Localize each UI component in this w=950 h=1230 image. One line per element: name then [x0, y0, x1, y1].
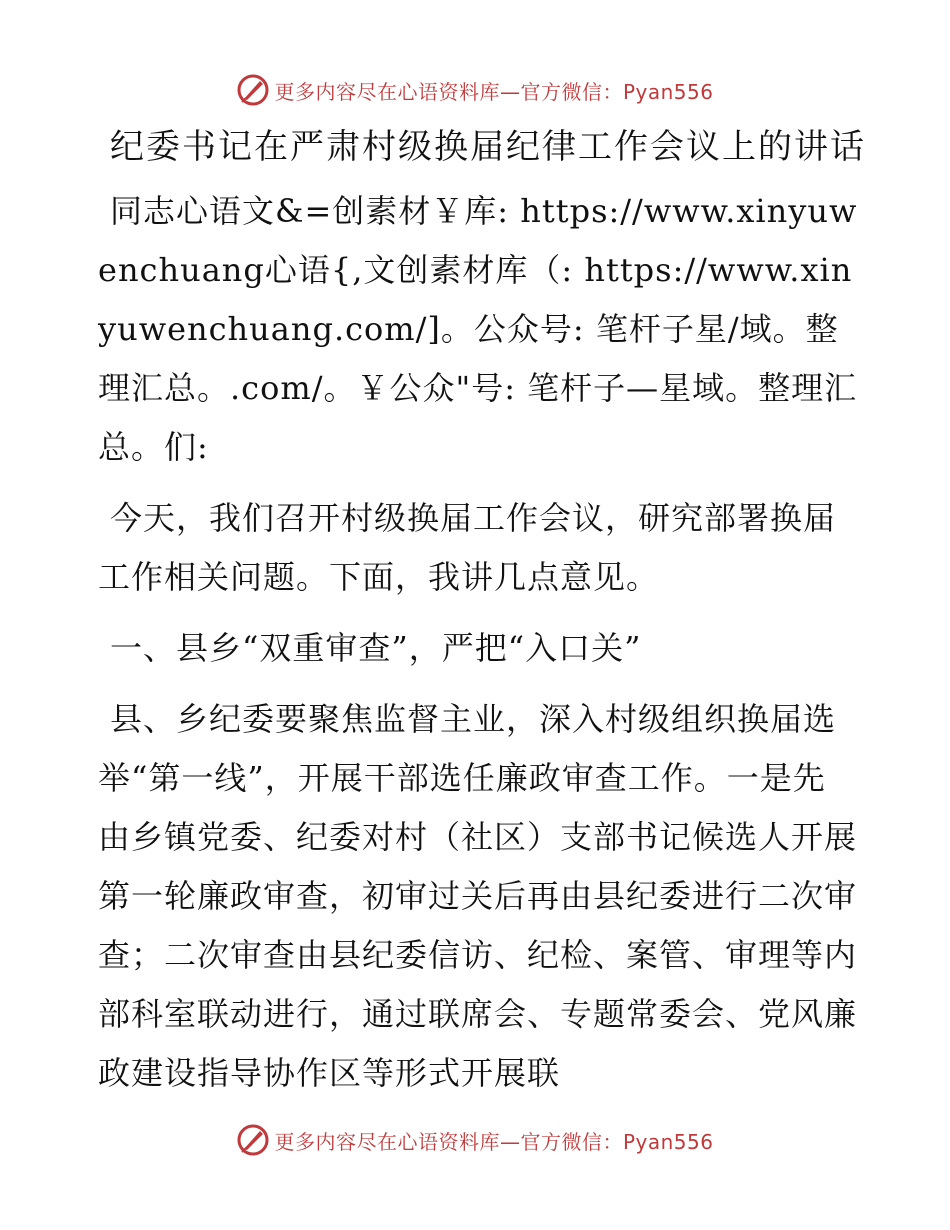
- paragraph-greeting: 同志心语文&=创素材￥库: https://www.xinyuwenchuang心语{,文创素材库（: https://www.xinyuwenchuang.com/]。公众号: 笔杆子星/域。整理汇总。.com/。￥公众"号: 笔杆子—星域。整理汇总。们:: [98, 192, 858, 466]
- paragraph-intro: 今天，我们召开村级换届工作会议，研究部署换届工作相关问题。下面，我讲几点意见。: [98, 499, 837, 596]
- header-watermark: [0, 70, 950, 110]
- section-heading-1: 一、县乡“双重审查”，严把“入口关”: [110, 629, 642, 667]
- watermark-text: 更多内容尽在心语资料库—官方微信：Pyan556: [274, 79, 714, 104]
- watermark-text: 更多内容尽在心语资料库—官方微信：Pyan556: [274, 1129, 714, 1154]
- document-title: 纪委书记在严肃村级换届纪律工作会议上的讲话: [110, 127, 866, 167]
- footer-watermark: [0, 1120, 950, 1160]
- document-body: [98, 122, 866, 1115]
- quill-logo-icon: [236, 73, 270, 107]
- quill-logo-icon: [236, 1123, 270, 1157]
- paragraph-section-1: 县、乡纪委要聚焦监督主业，深入村级组织换届选举“第一线”，开展干部选任廉政审查工作。一是先由乡镇党委、纪委对村（社区）支部书记候选人开展第一轮廉政审查，初审过关后再由县纪委进行二次审查；二次审查由县纪委信访、纪检、案管、审理等内部科室联动进行，通过联席会、专题常委会、党风廉政建设指导协作区等形式开展联: [98, 700, 858, 1092]
